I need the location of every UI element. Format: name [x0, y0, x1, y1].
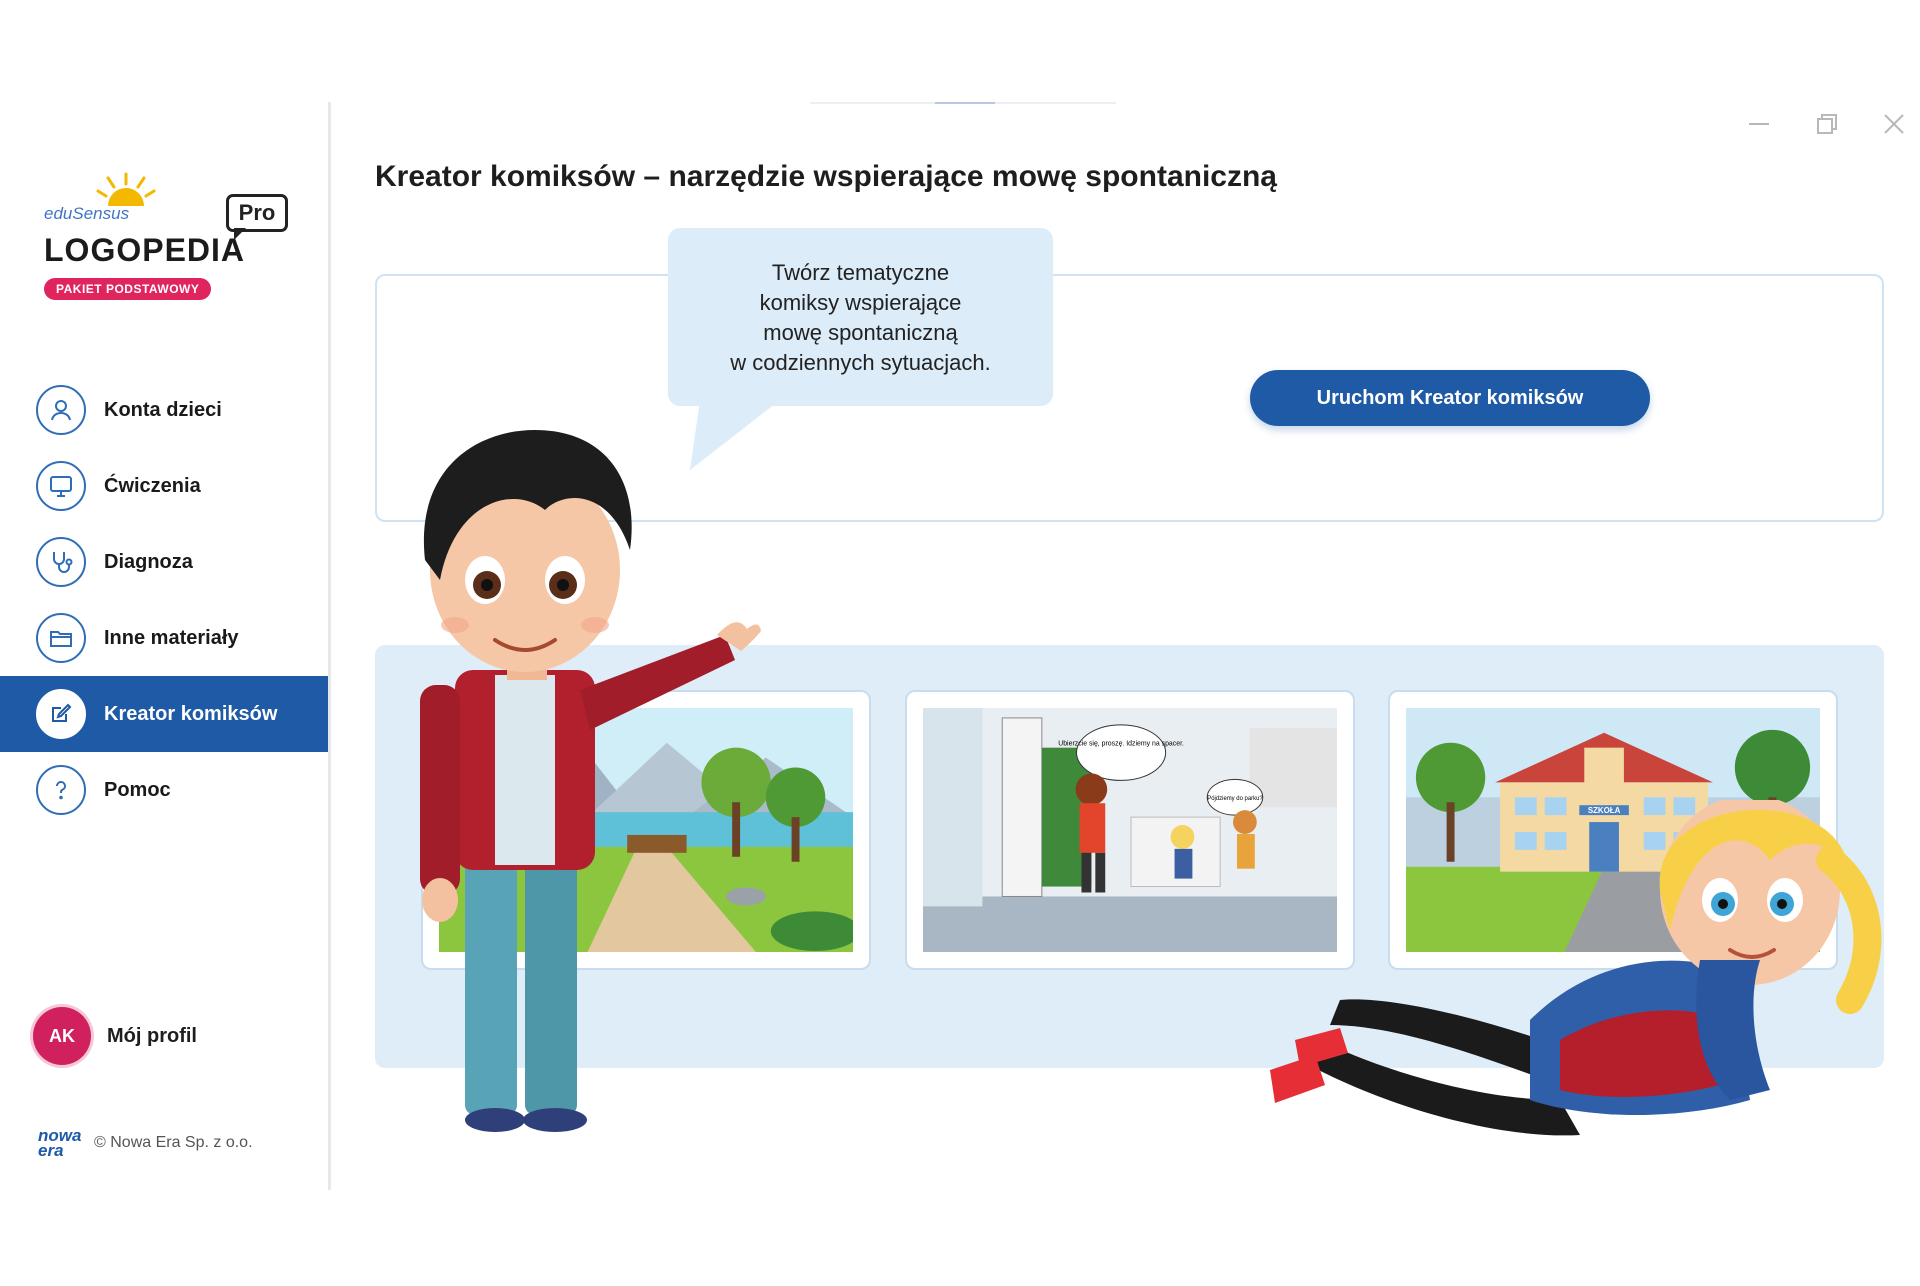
avatar: AK [33, 1007, 91, 1065]
girl-character-illustration [1230, 800, 1890, 1145]
nav-item-diagnoza[interactable] [0, 524, 328, 600]
folder-icon [36, 613, 86, 663]
bubble-text [668, 258, 1053, 378]
nowa-era-logo [38, 1128, 94, 1158]
footer [38, 1128, 253, 1158]
close-icon[interactable] [1880, 110, 1908, 138]
nav-item-inne-materialy[interactable] [0, 600, 328, 676]
profile-link[interactable] [33, 1007, 197, 1065]
package-badge: PAKIET PODSTAWOWY [44, 278, 211, 300]
help-icon [36, 765, 86, 815]
pro-badge-tail [234, 228, 246, 240]
copyright-text: © Nowa Era Sp. z o.o. [94, 1134, 253, 1151]
nav-label: Ćwiczenia [104, 474, 201, 497]
brand-edu: eduSensus [44, 204, 130, 223]
restore-icon[interactable] [1813, 110, 1841, 138]
bubble-line: Twórz tematyczne [771, 260, 950, 285]
minimize-icon[interactable] [1745, 110, 1773, 138]
main-nav [0, 372, 328, 828]
monitor-icon [36, 461, 86, 511]
nav-item-kreator-komiksow[interactable] [0, 676, 328, 752]
nav-item-cwiczenia[interactable] [0, 448, 328, 524]
top-progress-line [810, 102, 1116, 104]
brand-pro-badge: Pro [226, 194, 288, 232]
nav-label: Diagnoza [104, 550, 193, 573]
user-icon [36, 385, 86, 435]
launch-comic-creator-button[interactable]: Uruchom Kreator komiksów [1250, 370, 1650, 426]
nowa-era-logo-line2: era [38, 1141, 64, 1160]
school-sign-text: SZKOŁA [1587, 806, 1621, 816]
speech-text-2: Pójdziemy do parku? [1207, 796, 1263, 803]
bubble-line: komiksy wspierające [759, 290, 962, 315]
speech-bubble [668, 228, 1053, 406]
nav-label: Kreator komiksów [104, 702, 278, 725]
stethoscope-icon [36, 537, 86, 587]
nav-label: Inne materiały [104, 626, 239, 649]
nav-label: Konta dzieci [104, 398, 222, 421]
profile-label: Mój profil [107, 1024, 197, 1047]
page-title: Kreator komiksów – narzędzie wspierające mowę spontaniczną [375, 160, 1277, 193]
bubble-line: w codziennych sytuacjach. [730, 350, 991, 375]
app-logo [44, 172, 294, 312]
nav-item-pomoc[interactable] [0, 752, 328, 828]
boy-character-illustration [395, 430, 765, 1140]
sun-logo-icon [96, 172, 156, 208]
nav-label: Pomoc [104, 778, 171, 801]
sidebar [0, 102, 331, 1190]
nav-item-konta-dzieci[interactable] [0, 372, 328, 448]
speech-text-1: Ubierzcie się, proszę. Idziemy na spacer. [1058, 740, 1184, 748]
brand-name: LOGOPEDIA [44, 232, 246, 268]
bubble-line: mowę spontaniczną [763, 320, 958, 345]
edit-icon [36, 689, 86, 739]
nowa-era-logo-line1: nowa [38, 1126, 82, 1145]
